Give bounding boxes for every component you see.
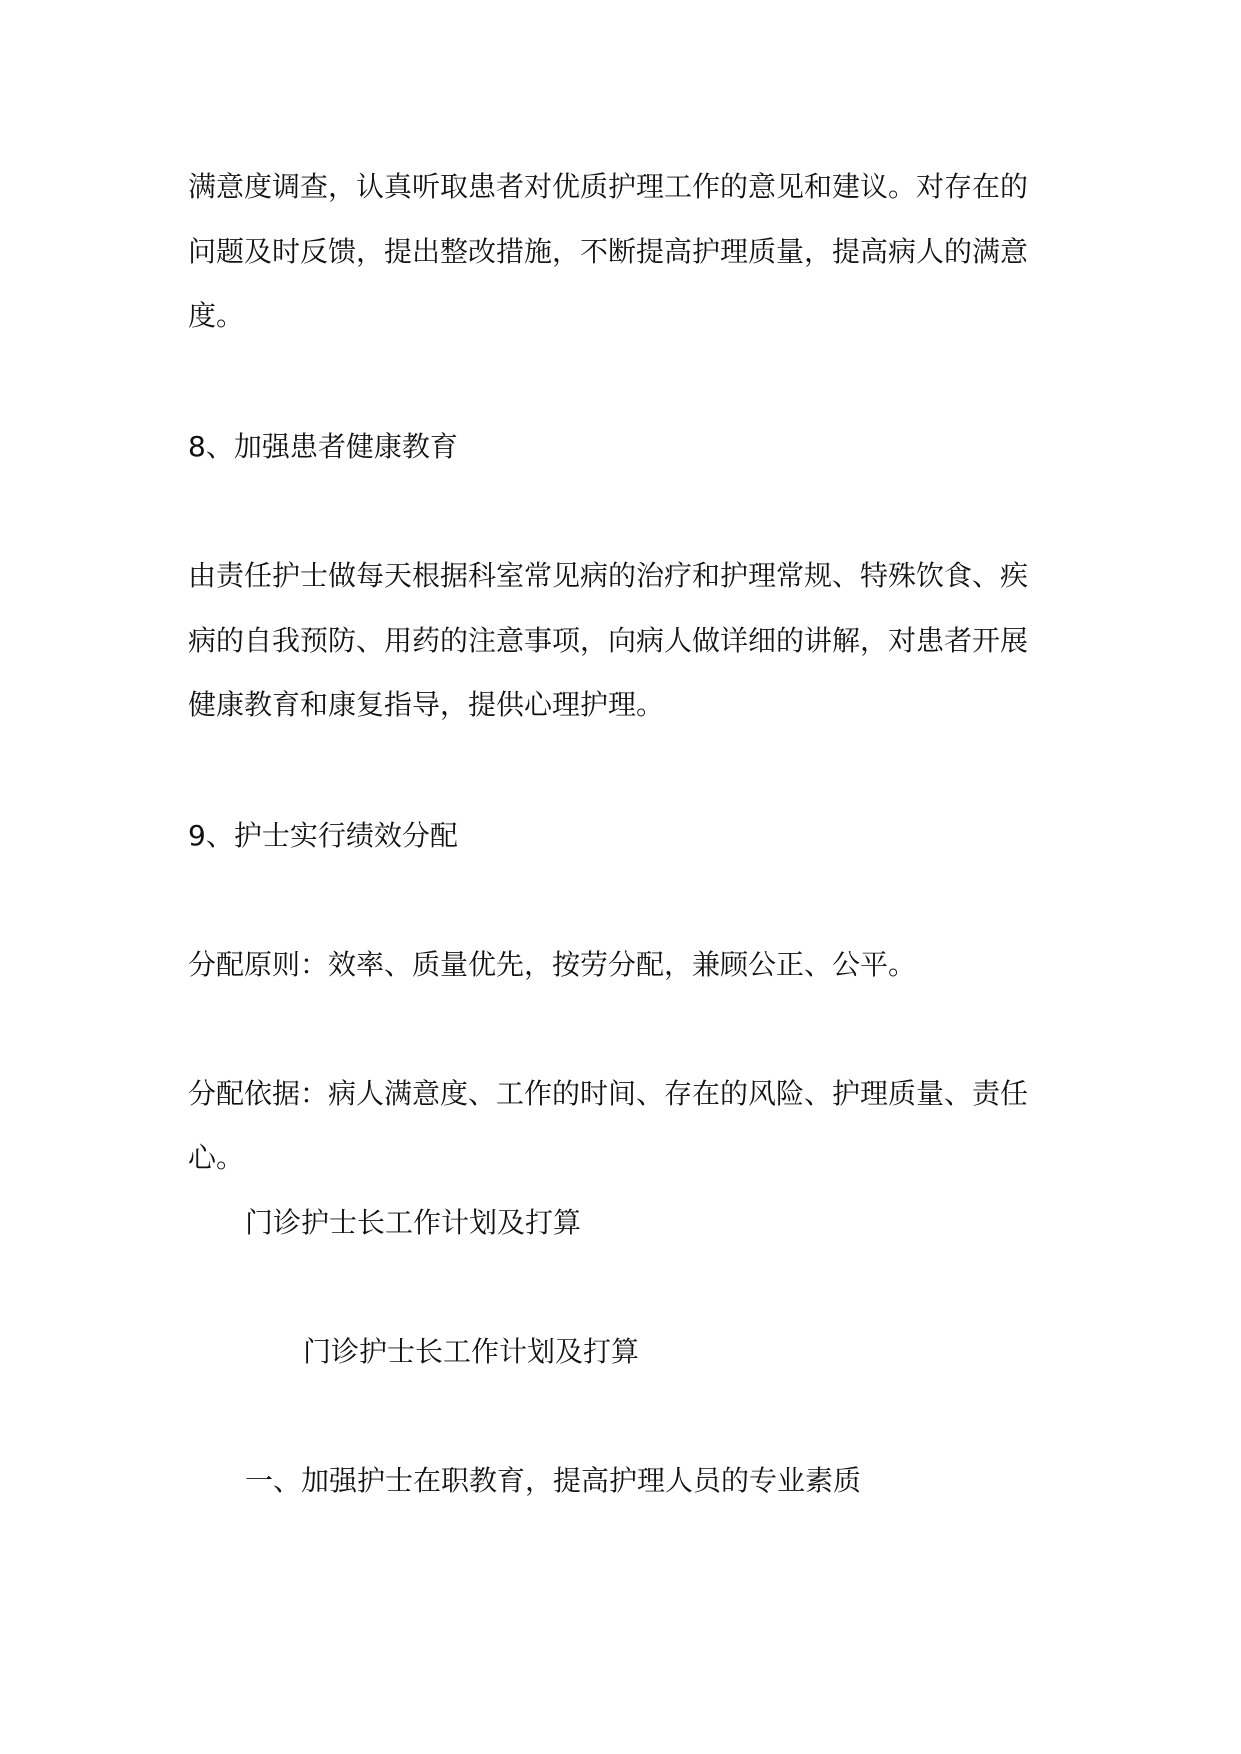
paragraph-satisfaction-line-2: 问题及时反馈，提出整改措施，不断提高护理质量，提高病人的满意	[188, 235, 1029, 268]
heading-item-9: 9、护士实行绩效分配	[188, 819, 458, 852]
paragraph-basis-line-2: 心。	[188, 1141, 245, 1174]
paragraph-basis-line-1: 分配依据：病人满意度、工作的时间、存在的风险、护理质量、责任	[188, 1077, 1029, 1110]
heading-item-8: 8、加强患者健康教育	[188, 430, 458, 463]
paragraph-satisfaction-line-1: 满意度调查，认真听取患者对优质护理工作的意见和建议。对存在的	[188, 170, 1029, 203]
document-title: 门诊护士长工作计划及打算	[303, 1335, 640, 1368]
section-title: 门诊护士长工作计划及打算	[245, 1206, 582, 1239]
paragraph-satisfaction-line-3: 度。	[188, 299, 245, 332]
paragraph-education-line-2: 病的自我预防、用药的注意事项，向病人做详细的讲解，对患者开展	[188, 624, 1029, 657]
paragraph-education-line-1: 由责任护士做每天根据科室常见病的治疗和护理常规、特殊饮食、疾	[188, 559, 1029, 592]
paragraph-principle: 分配原则：效率、质量优先，按劳分配，兼顾公正、公平。	[188, 948, 917, 981]
paragraph-education-line-3: 健康教育和康复指导，提供心理护理。	[188, 688, 665, 721]
heading-part-1: 一、加强护士在职教育，提高护理人员的专业素质	[245, 1464, 862, 1497]
